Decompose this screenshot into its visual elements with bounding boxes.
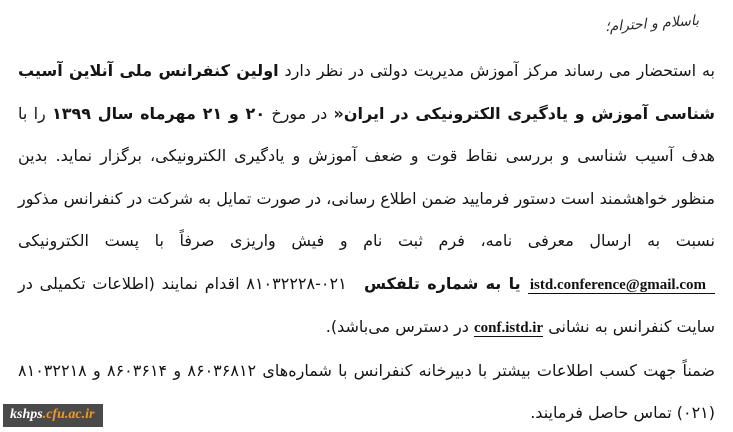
para1-proceed-text: اقدام نمایند (اطلاعات تکمیلی در سایت کنفرانس به نشانی [18, 273, 715, 336]
body-paragraph-2 [18, 350, 715, 432]
para2-conjunction-1: و [167, 360, 188, 380]
fax-label: یا به شماره تلفکس [356, 273, 528, 293]
status-bar-url-badge [3, 404, 103, 427]
para2-conjunction-2: و [86, 360, 107, 380]
status-url-subdomain: kshps [10, 407, 43, 422]
phone-number-2: ۸۶۰۳۶۱۴ [106, 360, 168, 380]
para1-intro-text: به استحضار می رساند مرکز آموزش مدیریت دولتی در نظر دارد [278, 61, 716, 80]
phone-number-3: ۸۱۰۳۲۲۱۸ [18, 360, 87, 380]
para1-purpose-text: را با هدف آسیب شناسی و بررسی نقاط قوت و ضعف آموزش و یادگیری الکترونیکی، برگزار نماید. بدین منظور خواهشمند است دستور فرمایید ضمن اطلاع رسانی، در صورت تمایل به شرکت در کنفرانس مذکور نسبت به ارسال معرفی نامه، فرم ثبت نام و فیش واریزی صرفاً با پست الکترونیکی [18, 103, 715, 250]
phone-number-1: ۸۶۰۳۶۸۱۲ [187, 360, 257, 380]
salutation-handwritten: باسلام و احترام؛ [604, 12, 700, 36]
para2-info-text: ضمناً جهت کسب اطلاعات بیشتر با دبیرخانه کنفرانس با شماره‌های [256, 360, 715, 380]
conference-site-link[interactable]: conf.istd.ir [473, 320, 544, 336]
email-link[interactable]: istd.conference@gmail.com [528, 277, 715, 294]
conference-date: ۲۰ و ۲۱ مهرماه سال ۱۳۹۹ [51, 103, 266, 123]
para1-availability-text: در دسترس می‌باشد). [325, 317, 474, 336]
para2-contact-text: (۰۲۱) تماس حاصل فرمایند. [530, 403, 715, 422]
conference-title: اولین کنفرانس ملی آنلاین آسیب شناسی آموزش و یادگیری الکترونیکی در ایران« [18, 61, 716, 123]
fax-number: ۸۱۰۳۲۲۲۸-۰۲۱ [246, 273, 347, 293]
body-paragraph-1 [18, 0, 715, 350]
para1-date-lead-text: در مورخ [265, 103, 334, 123]
status-url-domain: .cfu.ac.ir [42, 407, 95, 422]
